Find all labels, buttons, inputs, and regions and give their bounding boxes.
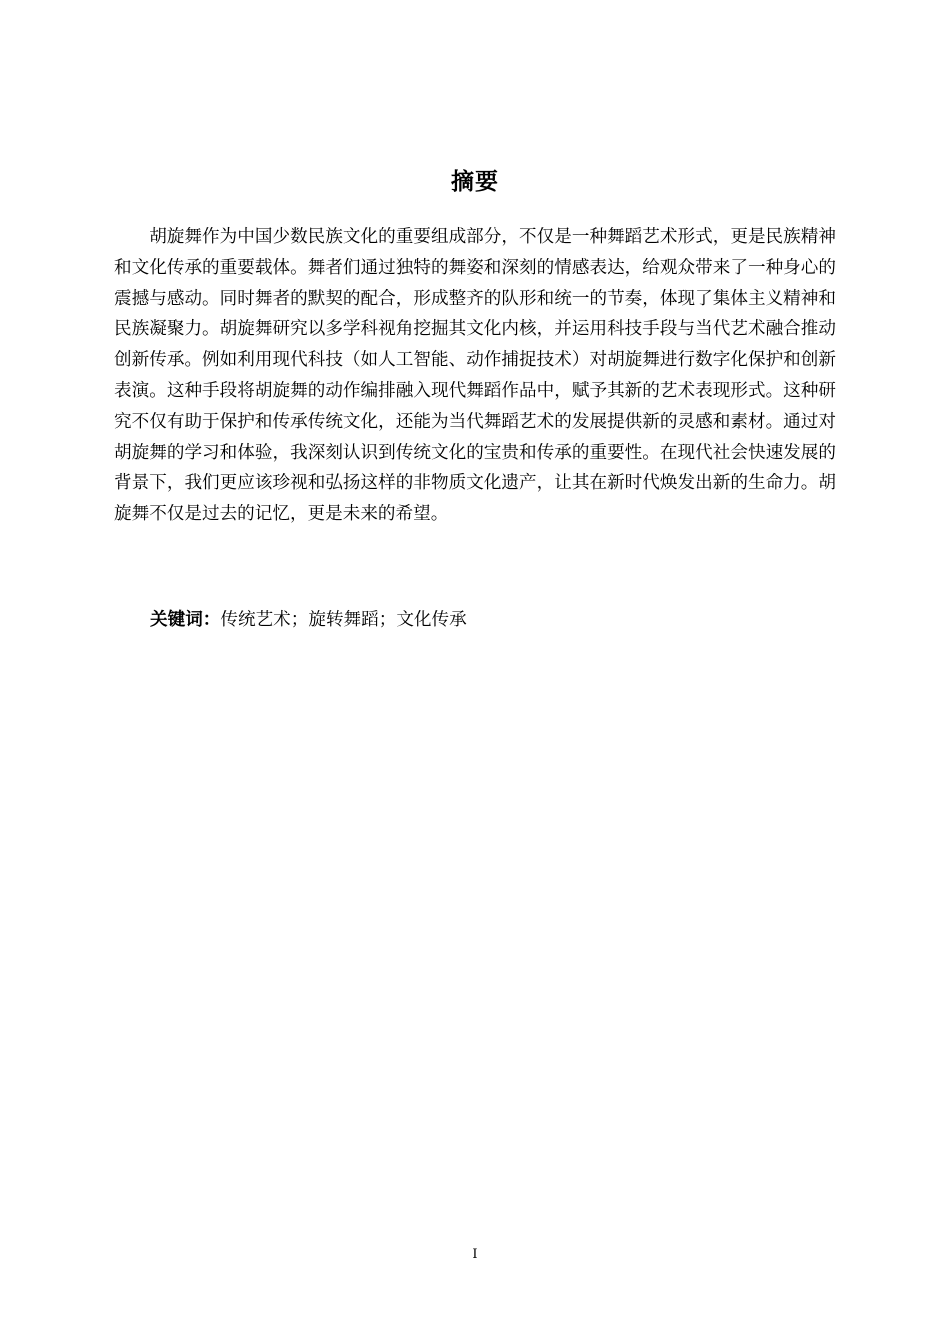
abstract-body: 胡旋舞作为中国少数民族文化的重要组成部分，不仅是一种舞蹈艺术形式，更是民族精神和文化传承的重要载体。舞者们通过独特的舞姿和深刻的情感表达，给观众带来了一种身心的震撼与感动。同时舞者的默契的配合，形成整齐的队形和统一的节奏，体现了集体主义精神和民族凝聚力。胡旋舞研究以多学科视角挖掘其文化内核，并运用科技手段与当代艺术融合推动创新传承。例如利用现代科技（如人工智能、动作捕捉技术）对胡旋舞进行数字化保护和创新表演。这种手段将胡旋舞的动作编排融入现代舞蹈作品中，赋予其新的艺术表现形式。这种研究不仅有助于保护和传承传统文化，还能为当代舞蹈艺术的发展提供新的灵感和素材。通过对胡旋舞的学习和体验，我深刻认识到传统文化的宝贵和传承的重要性。在现代社会快速发展的背景下，我们更应该珍视和弘扬这样的非物质文化遗产，让其在新时代焕发出新的生命力。胡旋舞不仅是过去的记忆，更是未来的希望。 xyxy=(114,227,836,525)
keywords-value: 传统艺术；旋转舞蹈；文化传承 xyxy=(220,610,467,630)
keywords-line xyxy=(150,605,840,635)
abstract-title: 摘要 xyxy=(451,169,499,195)
page-number: I xyxy=(472,1247,478,1262)
keywords-label: 关键词： xyxy=(150,610,221,630)
